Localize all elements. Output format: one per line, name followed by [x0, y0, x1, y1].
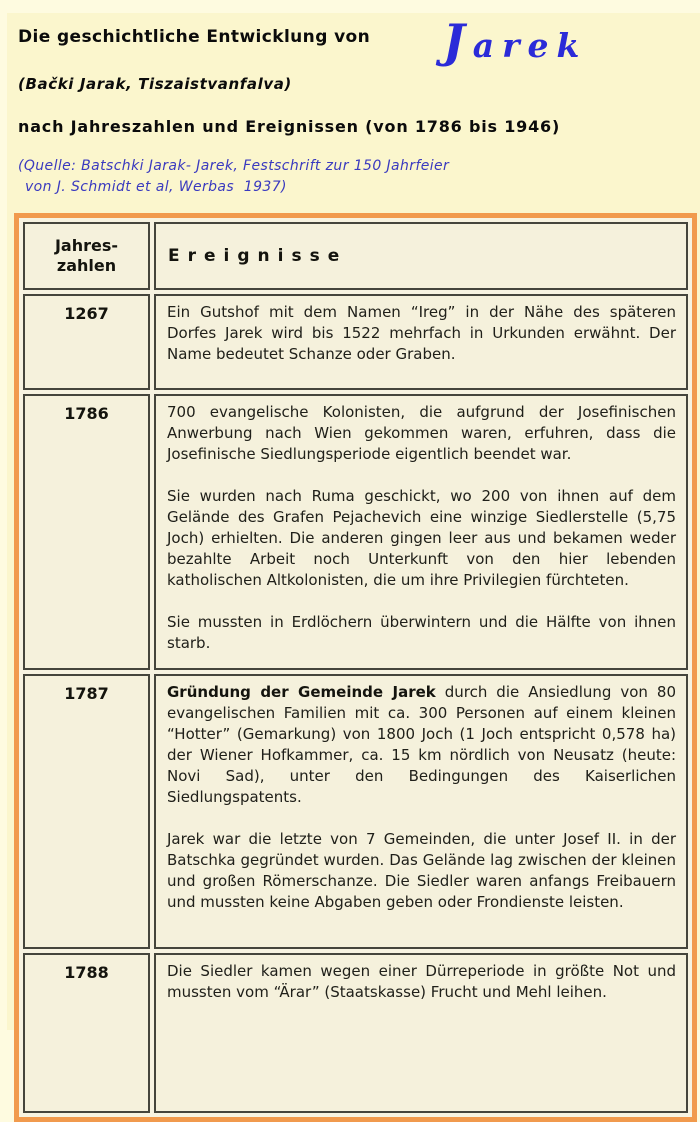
source-citation-line1: (Quelle: Batschki Jarak- Jarek, Festschrift zur 150 Jahrfeier	[18, 158, 450, 174]
page-subtitle: (Bački Jarak, Tiszaistvanfalva)	[18, 75, 292, 93]
source-citation-line2: von J. Schmidt et al, Werbas 1937)	[25, 179, 287, 195]
event-paragraph: Gründung der Gemeinde Jarek durch die Ansiedlung von 80 evangelischen Familien mit ca. 300 Personen auf einem kleinen “Hotter” (Gemarkung) von 1800 Joch (1 Joch entspricht 0,578 ha) der Wiener Hofkammer, ca. 15 km nördlich von Neusatz (heute: Novi Sad), unter den Bedingungen des Kaiserlichen Siedlungspatents.	[167, 683, 676, 806]
year-cell: 1788	[23, 953, 150, 1113]
event-paragraph: Ein Gutshof mit dem Namen “Ireg” in der Nähe des späteren Dorfes Jarek wird bis 1522 mehrfach in Urkunden erwähnt. Der Name bedeutet Schanze oder Graben.	[167, 303, 676, 363]
event-paragraph: Die Siedler kamen wegen einer Dürreperiode in größte Not und mussten vom “Ärar” (Staatskasse) Frucht und Mehl leihen.	[167, 962, 676, 1001]
year-cell: 1267	[23, 294, 150, 390]
column-header-years	[23, 222, 150, 290]
event-paragraph: Sie wurden nach Ruma geschickt, wo 200 von ihnen auf dem Gelände des Grafen Pejachevich eine winzige Siedlerstelle (5,75 Joch) erhielten. Die anderen gingen leer aus und bekamen weder bezahlte Arbeit noch Unterkunft von den hier lebenden katholischen Altkolonisten, die um ihre Privilegien fürchteten.	[167, 487, 676, 589]
column-header-events: Ereignisse	[154, 222, 688, 290]
events-cell	[154, 394, 688, 670]
year-cell: 1786	[23, 394, 150, 670]
events-cell	[154, 294, 688, 390]
timeline-range-heading: nach Jahreszahlen und Ereignissen (von 1786 bis 1946)	[18, 117, 561, 136]
events-cell	[154, 674, 688, 949]
page-title-highlight: Jarek	[443, 14, 588, 68]
timeline-row	[23, 394, 688, 670]
source-citation	[18, 156, 449, 198]
timeline-row	[23, 674, 688, 949]
column-header-years-line1: Jahres-	[54, 236, 119, 255]
table-header-row	[23, 222, 688, 290]
timeline-row	[23, 294, 688, 390]
year-cell: 1787	[23, 674, 150, 949]
events-cell	[154, 953, 688, 1113]
timeline-table	[14, 213, 697, 1122]
page-title-text: Die geschichtliche Entwicklung von	[18, 27, 371, 47]
event-paragraph: 700 evangelische Kolonisten, die aufgrund der Josefinischen Anwerbung nach Wien gekommen waren, erfuhren, dass die Josefinische Siedlungsperiode eigentlich beendet war.	[167, 403, 676, 463]
event-paragraph: Jarek war die letzte von 7 Gemeinden, die unter Josef II. in der Batschka gegründet wurden. Das Gelände lag zwischen der kleinen und großen Römerschanze. Die Siedler waren anfangs Freibauern und mussten keine Abgaben geben oder Frondienste leisten.	[167, 830, 676, 911]
page-surface	[7, 13, 700, 1030]
timeline-row	[23, 953, 688, 1113]
event-paragraph: Sie mussten in Erdlöchern überwintern und die Hälfte von ihnen starb.	[167, 613, 676, 652]
column-header-years-line2: zahlen	[56, 256, 117, 275]
timeline-table-body	[23, 294, 688, 1113]
